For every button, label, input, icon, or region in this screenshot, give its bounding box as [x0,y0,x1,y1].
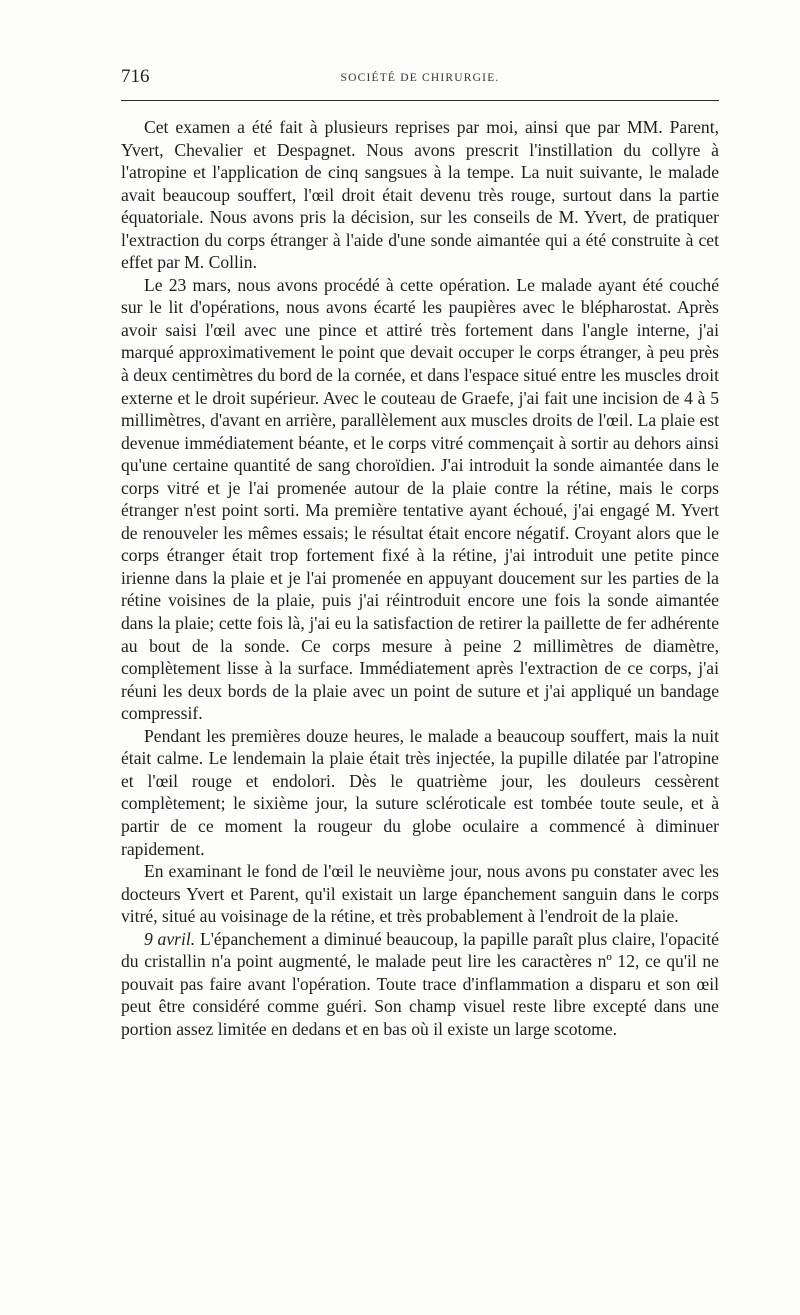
header-rule [121,100,719,101]
body-text [121,116,719,1040]
page-header [121,66,719,94]
paragraph-text: L'épanchement a diminué beaucoup, la papille paraît plus claire, l'opacité du cristallin n'a point augmenté, le malade peut lire les caractères nº 12, ce qu'il ne pouvait pas faire avant l'opération. Toute trace d'inflammation a disparu et son œil peut être considéré comme guéri. Son champ visuel reste libre excepté dans une portion assez limitée en dedans et en bas où il existe un large scotome. [121,928,719,1039]
page-number: 716 [121,66,150,87]
date-label: 9 avril. [144,928,196,949]
paragraph: En examinant le fond de l'œil le neuvième jour, nous avons pu constater avec les docteurs Yvert et Parent, qu'il existait un large épanchement sanguin dans le corps vitré, situé au voisinage de la rétine, et très probablement à l'endroit de la plaie. [121,861,719,927]
paragraph: Le 23 mars, nous avons procédé à cette opération. Le malade ayant été couché sur le lit d'opérations, nous avons écarté les paupières avec le blépharostat. Après avoir saisi l'œil avec une pince et attiré très fortement dans l'angle interne, j'ai marqué approximativement le point que devait occuper le corps étranger, à peu près à deux centimètres du bord de la cornée, et dans l'espace situé entre les muscles droit externe et le droit supérieur. Avec le couteau de Graefe, j'ai fait une incision de 4 à 5 millimètres, d'avant en arrière, parallèlement aux muscles droits de l'œil. La plaie est devenue immédiatement béante, et le corps vitré commençait à sortir au dehors ainsi qu'une certaine quantité de sang choroïdien. J'ai introduit la sonde aimantée dans le corps vitré et je l'ai promenée autour de la plaie contre la rétine, mais le corps étranger n'est point sorti. Ma première tentative ayant échoué, j'ai engagé M. Yvert de renouveler les mêmes essais; le résultat était encore négatif. Croyant alors que le corps étranger était trop fortement fixé à la rétine, j'ai introduit une petite pince irienne dans la plaie et je l'ai promenée en appuyant doucement sur les parties de la rétine voisines de la plaie, puis j'ai réintroduit encore une fois la sonde aimantée dans la plaie; cette fois là, j'ai eu la satisfaction de retirer la paillette de fer adhérente au bout de la sonde. Ce corps mesure à peine 2 millimètres de diamètre, complètement lisse à la surface. Immédiatement après l'extraction de ce corps, j'ai réuni les deux bords de la plaie avec un point de suture et j'ai appliqué un bandage compressif. [121,274,719,724]
paragraph: Cet examen a été fait à plusieurs reprises par moi, ainsi que par MM. Parent, Yvert, Chevalier et Despagnet. Nous avons prescrit l'instillation du collyre à l'atropine et l'application de cinq sangsues à la tempe. La nuit suivante, le malade avait beaucoup souffert, l'œil droit était devenu très rouge, surtout dans la partie équatoriale. Nous avons pris la décision, sur les conseils de M. Yvert, de pratiquer l'extraction du corps étranger à l'aide d'une sonde aimantée qui a été construite à cet effet par M. Collin. [121,117,719,273]
paragraph [121,928,719,1041]
paragraph: Pendant les premières douze heures, le malade a beaucoup souffert, mais la nuit était calme. Le lendemain la plaie était très injectée, la pupille dilatée par l'atropine et l'œil rouge et endolori. Dès le quatrième jour, les douleurs cessèrent complètement; le sixième jour, la suture scléroticale est tombée toute seule, et à partir de ce moment la rougeur du globe oculaire a commencé à diminuer rapidement. [121,725,719,859]
running-head: SOCIÉTÉ DE CHIRURGIE. [340,72,500,84]
